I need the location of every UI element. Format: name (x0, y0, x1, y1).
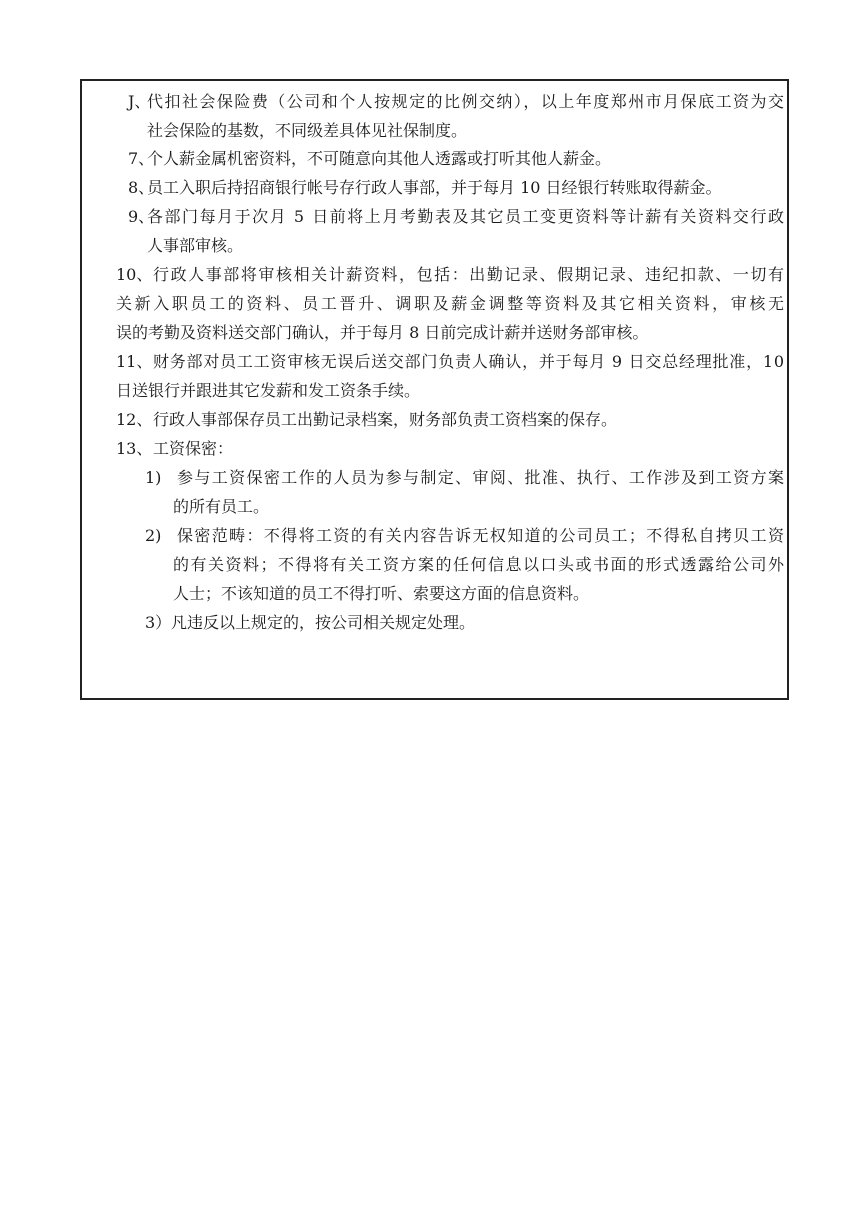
item-number: 11、 (116, 352, 153, 371)
item-number: 12、 (116, 410, 153, 429)
item-text-line: 个人薪金属机密资料，不可随意向其他人透露或打听其他人薪金。 (147, 149, 612, 168)
subitem-number: 3） (145, 613, 172, 632)
item-text-line: 关新入职员工的资料、员工晋升、调职及薪金调整等资料及其它相关资料，审核无 (116, 294, 787, 313)
subitem-number: 2) (145, 526, 162, 545)
subitem-text-line: 人士；不该知道的员工不得打听、索要这方面的信息资料。 (173, 584, 590, 603)
item-number: 10、 (116, 265, 153, 284)
item-text-line: 员工入职后持招商银行帐号存行政人事部，并于每月 10 日经银行转账取得薪金。 (147, 178, 722, 197)
subitem-number: 1) (145, 468, 162, 487)
item-text-line: 工资保密： (153, 439, 234, 458)
item-text-line: 各部门每月于次月 5 日前将上月考勤表及其它员工变更资料等计薪有关资料交行政 (147, 207, 786, 226)
item-text-line: 行政人事部保存员工出勤记录档案，财务部负责工资档案的保存。 (153, 410, 618, 429)
subitem-text-line: 的所有员工。 (173, 497, 270, 516)
item-text-line: 财务部对员工工资审核无误后送交部门负责人确认，并于每月 9 日交总经理批准，10 (153, 352, 785, 371)
item-text-line: 行政人事部将审核相关计薪资料，包括：出勤记录、假期记录、违纪扣款、一切有 (153, 265, 786, 284)
subitem-text-line: 保密范畴：不得将工资的有关内容告诉无权知道的公司员工；不得私自拷贝工资 (177, 526, 786, 545)
subitem-text-line: 的有关资料；不得将有关工资方案的任何信息以口头或书面的形式透露给公司外 (173, 555, 786, 574)
item-text-line: 人事部审核。 (147, 236, 244, 255)
item-number: 13、 (116, 439, 153, 458)
item-number: J、 (128, 92, 151, 111)
item-number: 9、 (128, 207, 155, 226)
item-number: 8、 (128, 178, 155, 197)
item-number: 7、 (128, 149, 155, 168)
item-text-line: 误的考勤及资料送交部门确认，并于每月 8 日前完成计薪并送财务部审核。 (116, 323, 649, 342)
item-text-line: 代扣社会保险费（公司和个人按规定的比例交纳），以上年度郑州市月保底工资为交 (147, 92, 786, 111)
item-text-line: 日送银行并跟进其它发薪和发工资条手续。 (116, 381, 421, 400)
subitem-text-line: 凡违反以上规定的，按公司相关规定处理。 (171, 613, 476, 632)
subitem-text-line: 参与工资保密工作的人员为参与制定、审阅、批准、执行、工作涉及到工资方案 (177, 468, 786, 487)
item-text-line: 社会保险的基数，不同级差具体见社保制度。 (147, 121, 468, 140)
